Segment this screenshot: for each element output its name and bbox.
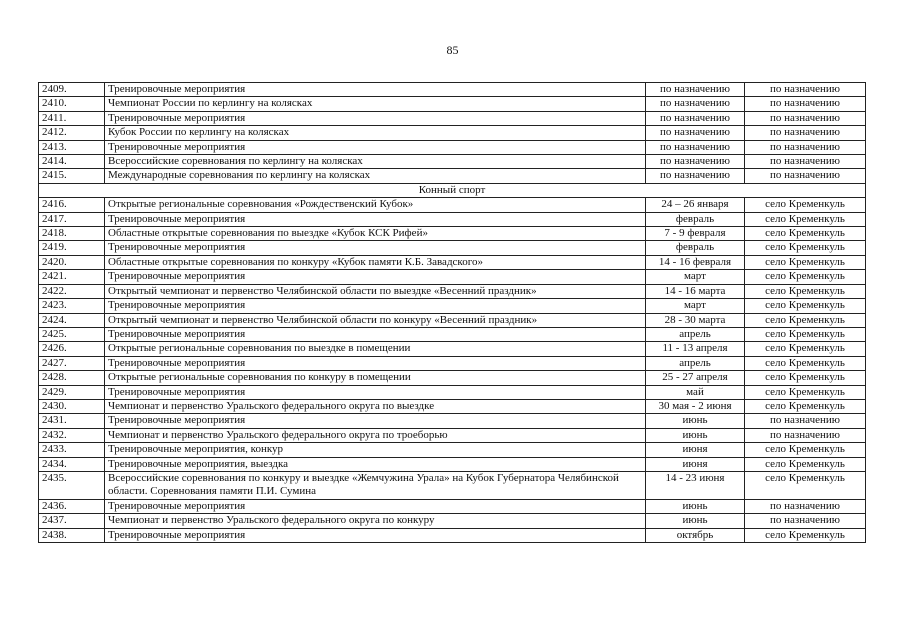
table-row: [39, 284, 866, 298]
event-date: июнь: [646, 499, 745, 513]
row-number: 2412.: [39, 126, 105, 140]
table-row: [39, 457, 866, 471]
table-row: [39, 83, 866, 97]
event-place: село Кременкуль: [745, 356, 866, 370]
event-name: Открытые региональные соревнования по конкуру в помещении: [105, 371, 646, 385]
event-date: октябрь: [646, 528, 745, 542]
row-number: 2430.: [39, 399, 105, 413]
row-number: 2428.: [39, 371, 105, 385]
event-date: апрель: [646, 327, 745, 341]
event-place: село Кременкуль: [745, 270, 866, 284]
event-place: село Кременкуль: [745, 198, 866, 212]
table-row: [39, 198, 866, 212]
event-place: по назначению: [745, 140, 866, 154]
table-row: [39, 270, 866, 284]
table-body-curling: [39, 83, 866, 184]
event-name: Тренировочные мероприятия, конкур: [105, 443, 646, 457]
event-date: по назначению: [646, 111, 745, 125]
event-place: по назначению: [745, 499, 866, 513]
event-date: март: [646, 299, 745, 313]
row-number: 2418.: [39, 227, 105, 241]
row-number: 2413.: [39, 140, 105, 154]
row-number: 2436.: [39, 499, 105, 513]
event-name: Чемпионат и первенство Уральского федерального округа по выездке: [105, 399, 646, 413]
event-date: июнь: [646, 514, 745, 528]
event-place: село Кременкуль: [745, 399, 866, 413]
table-row: [39, 299, 866, 313]
event-date: 14 - 23 июня: [646, 471, 745, 499]
row-number: 2424.: [39, 313, 105, 327]
event-place: село Кременкуль: [745, 313, 866, 327]
table-row: [39, 414, 866, 428]
row-number: 2425.: [39, 327, 105, 341]
table-row: [39, 514, 866, 528]
event-date: июнь: [646, 428, 745, 442]
row-number: 2437.: [39, 514, 105, 528]
event-place: село Кременкуль: [745, 327, 866, 341]
row-number: 2423.: [39, 299, 105, 313]
event-name: Всероссийские соревнования по керлингу на колясках: [105, 155, 646, 169]
event-date: 24 – 26 января: [646, 198, 745, 212]
table-body-equestrian: [39, 198, 866, 543]
event-date: март: [646, 270, 745, 284]
event-name: Областные открытые соревнования по выездке «Кубок КСК Рифей»: [105, 227, 646, 241]
event-name: Чемпионат России по керлингу на колясках: [105, 97, 646, 111]
event-name: Тренировочные мероприятия: [105, 528, 646, 542]
row-number: 2411.: [39, 111, 105, 125]
row-number: 2433.: [39, 443, 105, 457]
event-name: Всероссийские соревнования по конкуру и выездке «Жемчужина Урала» на Кубок Губернатора Челябинской области. Соревнования памяти П.И. Сумина: [105, 471, 646, 499]
table-row: [39, 471, 866, 499]
event-place: село Кременкуль: [745, 299, 866, 313]
event-name: Открытые региональные соревнования «Рождественский Кубок»: [105, 198, 646, 212]
row-number: 2431.: [39, 414, 105, 428]
event-date: 7 - 9 февраля: [646, 227, 745, 241]
event-place: село Кременкуль: [745, 284, 866, 298]
event-name: Тренировочные мероприятия: [105, 111, 646, 125]
row-number: 2417.: [39, 212, 105, 226]
section-title: Конный спорт: [39, 183, 866, 197]
section-row: [39, 183, 866, 197]
event-date: 11 - 13 апреля: [646, 342, 745, 356]
row-number: 2422.: [39, 284, 105, 298]
event-place: по назначению: [745, 126, 866, 140]
row-number: 2421.: [39, 270, 105, 284]
event-place: по назначению: [745, 414, 866, 428]
event-date: 14 - 16 февраля: [646, 255, 745, 269]
event-name: Тренировочные мероприятия: [105, 140, 646, 154]
event-date: по назначению: [646, 97, 745, 111]
row-number: 2435.: [39, 471, 105, 499]
page-number: 85: [446, 43, 459, 57]
event-place: село Кременкуль: [745, 457, 866, 471]
table-row: [39, 443, 866, 457]
event-date: 14 - 16 марта: [646, 284, 745, 298]
event-date: 28 - 30 марта: [646, 313, 745, 327]
row-number: 2409.: [39, 83, 105, 97]
event-date: по назначению: [646, 140, 745, 154]
table-row: [39, 155, 866, 169]
event-place: по назначению: [745, 83, 866, 97]
event-date: по назначению: [646, 126, 745, 140]
event-name: Тренировочные мероприятия: [105, 212, 646, 226]
event-date: 25 - 27 апреля: [646, 371, 745, 385]
row-number: 2438.: [39, 528, 105, 542]
event-date: июня: [646, 443, 745, 457]
event-place: село Кременкуль: [745, 443, 866, 457]
event-date: май: [646, 385, 745, 399]
event-name: Областные открытые соревнования по конкуру «Кубок памяти К.Б. Завадского»: [105, 255, 646, 269]
event-name: Тренировочные мероприятия: [105, 327, 646, 341]
table-row: [39, 97, 866, 111]
table-row: [39, 313, 866, 327]
table-row: [39, 371, 866, 385]
event-place: по назначению: [745, 111, 866, 125]
event-place: село Кременкуль: [745, 227, 866, 241]
event-name: Чемпионат и первенство Уральского федерального округа по троеборью: [105, 428, 646, 442]
event-place: село Кременкуль: [745, 371, 866, 385]
event-name: Тренировочные мероприятия: [105, 83, 646, 97]
row-number: 2420.: [39, 255, 105, 269]
event-name: Тренировочные мероприятия: [105, 385, 646, 399]
event-place: по назначению: [745, 514, 866, 528]
event-place: по назначению: [745, 97, 866, 111]
event-name: Тренировочные мероприятия: [105, 270, 646, 284]
events-table: [38, 82, 866, 543]
event-place: село Кременкуль: [745, 212, 866, 226]
table-row: [39, 140, 866, 154]
table-row: [39, 227, 866, 241]
table-row: [39, 327, 866, 341]
row-number: 2427.: [39, 356, 105, 370]
table-row: [39, 255, 866, 269]
event-name: Тренировочные мероприятия: [105, 499, 646, 513]
event-name: Тренировочные мероприятия: [105, 241, 646, 255]
event-place: по назначению: [745, 428, 866, 442]
table-row: [39, 111, 866, 125]
event-date: по назначению: [646, 169, 745, 183]
event-name: Открытый чемпионат и первенство Челябинской области по конкуру «Весенний праздник»: [105, 313, 646, 327]
row-number: 2416.: [39, 198, 105, 212]
event-place: село Кременкуль: [745, 241, 866, 255]
event-place: по назначению: [745, 155, 866, 169]
row-number: 2429.: [39, 385, 105, 399]
event-name: Чемпионат и первенство Уральского федерального округа по конкуру: [105, 514, 646, 528]
event-place: село Кременкуль: [745, 255, 866, 269]
table-row: [39, 499, 866, 513]
event-name: Тренировочные мероприятия, выездка: [105, 457, 646, 471]
table-row: [39, 528, 866, 542]
row-number: 2414.: [39, 155, 105, 169]
event-date: июнь: [646, 414, 745, 428]
event-place: село Кременкуль: [745, 471, 866, 499]
table-section: [39, 183, 866, 197]
event-date: февраль: [646, 212, 745, 226]
event-name: Международные соревнования по керлингу на колясках: [105, 169, 646, 183]
event-name: Тренировочные мероприятия: [105, 356, 646, 370]
row-number: 2419.: [39, 241, 105, 255]
row-number: 2415.: [39, 169, 105, 183]
table-row: [39, 212, 866, 226]
row-number: 2410.: [39, 97, 105, 111]
event-name: Открытый чемпионат и первенство Челябинской области по выездке «Весенний праздник»: [105, 284, 646, 298]
row-number: 2426.: [39, 342, 105, 356]
event-place: по назначению: [745, 169, 866, 183]
table-row: [39, 126, 866, 140]
event-name: Тренировочные мероприятия: [105, 414, 646, 428]
event-place: село Кременкуль: [745, 385, 866, 399]
table-row: [39, 342, 866, 356]
event-name: Открытые региональные соревнования по выездке в помещении: [105, 342, 646, 356]
table-row: [39, 428, 866, 442]
event-name: Тренировочные мероприятия: [105, 299, 646, 313]
event-place: село Кременкуль: [745, 342, 866, 356]
table-row: [39, 399, 866, 413]
event-date: февраль: [646, 241, 745, 255]
table-row: [39, 385, 866, 399]
event-date: по назначению: [646, 83, 745, 97]
row-number: 2432.: [39, 428, 105, 442]
row-number: 2434.: [39, 457, 105, 471]
table-row: [39, 356, 866, 370]
table-row: [39, 169, 866, 183]
event-date: июня: [646, 457, 745, 471]
table-row: [39, 241, 866, 255]
event-place: село Кременкуль: [745, 528, 866, 542]
event-date: по назначению: [646, 155, 745, 169]
event-date: апрель: [646, 356, 745, 370]
event-name: Кубок России по керлингу на колясках: [105, 126, 646, 140]
event-date: 30 мая - 2 июня: [646, 399, 745, 413]
